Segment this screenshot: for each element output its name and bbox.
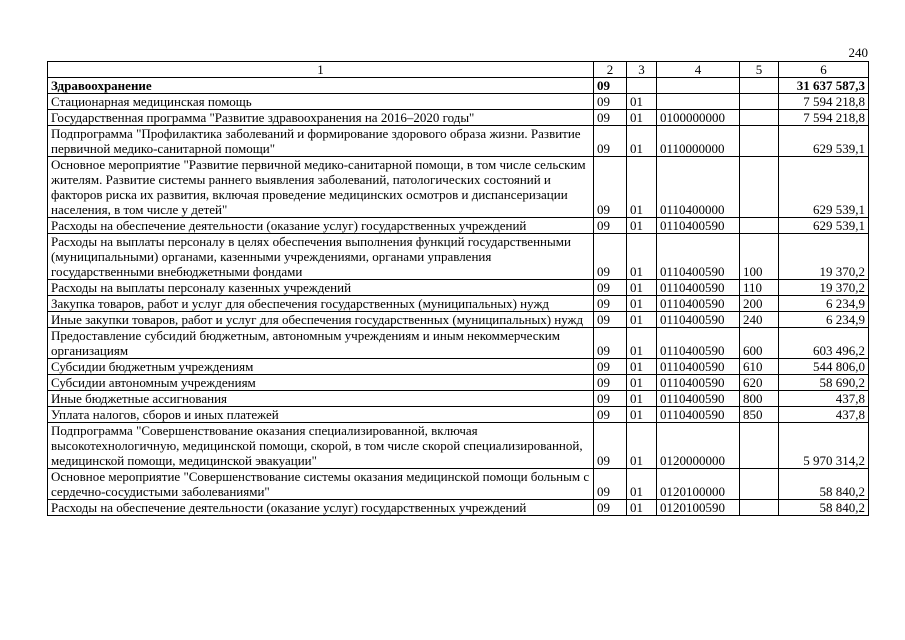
target-article-cell: 0110400590 (657, 312, 740, 328)
target-article-cell (657, 94, 740, 110)
subsection-code-cell: 01 (627, 391, 657, 407)
expense-name-cell: Иные закупки товаров, работ и услуг для обеспечения государственных (муниципальных) нужд (48, 312, 594, 328)
expense-name-cell: Предоставление субсидий бюджетным, автономным учреждениям и иным некоммерческим организациям (48, 328, 594, 359)
amount-cell: 603 496,2 (779, 328, 869, 359)
expense-type-cell (740, 78, 779, 94)
section-code-cell: 09 (594, 110, 627, 126)
subsection-code-cell: 01 (627, 328, 657, 359)
target-article-cell: 0110400590 (657, 280, 740, 296)
section-code-cell: 09 (594, 359, 627, 375)
expense-type-cell (740, 94, 779, 110)
table-row (48, 500, 869, 516)
table-row (48, 359, 869, 375)
expense-type-cell (740, 157, 779, 218)
amount-cell: 7 594 218,8 (779, 94, 869, 110)
column-header-1: 1 (48, 62, 594, 78)
table-row (48, 375, 869, 391)
amount-cell: 6 234,9 (779, 296, 869, 312)
table-row (48, 126, 869, 157)
expense-name-cell: Расходы на выплаты персоналу казенных учреждений (48, 280, 594, 296)
table-row (48, 391, 869, 407)
expense-type-cell: 610 (740, 359, 779, 375)
section-code-cell: 09 (594, 500, 627, 516)
subsection-code-cell: 01 (627, 407, 657, 423)
target-article-cell: 0110400590 (657, 328, 740, 359)
section-code-cell: 09 (594, 391, 627, 407)
target-article-cell: 0100000000 (657, 110, 740, 126)
target-article-cell: 0110400590 (657, 359, 740, 375)
subsection-code-cell: 01 (627, 312, 657, 328)
subsection-code-cell: 01 (627, 94, 657, 110)
subsection-code-cell: 01 (627, 296, 657, 312)
expense-name-cell: Государственная программа "Развитие здравоохранения на 2016–2020 годы" (48, 110, 594, 126)
expense-name-cell: Уплата налогов, сборов и иных платежей (48, 407, 594, 423)
amount-cell: 629 539,1 (779, 157, 869, 218)
section-code-cell: 09 (594, 94, 627, 110)
expense-type-cell: 200 (740, 296, 779, 312)
section-code-cell: 09 (594, 375, 627, 391)
subsection-code-cell: 01 (627, 359, 657, 375)
expense-type-cell (740, 500, 779, 516)
target-article-cell: 0110400590 (657, 375, 740, 391)
table-row (48, 312, 869, 328)
expense-type-cell (740, 218, 779, 234)
target-article-cell: 0110400590 (657, 296, 740, 312)
table-row (48, 157, 869, 218)
amount-cell: 58 840,2 (779, 469, 869, 500)
subsection-code-cell: 01 (627, 126, 657, 157)
subsection-code-cell (627, 78, 657, 94)
section-code-cell: 09 (594, 234, 627, 280)
table-row (48, 280, 869, 296)
subsection-code-cell: 01 (627, 469, 657, 500)
amount-cell: 544 806,0 (779, 359, 869, 375)
expense-name-cell: Расходы на обеспечение деятельности (оказание услуг) государственных учреждений (48, 218, 594, 234)
table-row (48, 78, 869, 94)
amount-cell: 629 539,1 (779, 126, 869, 157)
subsection-code-cell: 01 (627, 423, 657, 469)
table-row (48, 296, 869, 312)
target-article-cell (657, 78, 740, 94)
subsection-code-cell: 01 (627, 280, 657, 296)
target-article-cell: 0110400590 (657, 407, 740, 423)
table-row (48, 423, 869, 469)
table-row (48, 234, 869, 280)
expense-name-cell: Закупка товаров, работ и услуг для обеспечения государственных (муниципальных) нужд (48, 296, 594, 312)
amount-cell: 58 690,2 (779, 375, 869, 391)
table-row (48, 328, 869, 359)
expense-type-cell (740, 469, 779, 500)
expense-type-cell (740, 110, 779, 126)
amount-cell: 437,8 (779, 391, 869, 407)
expense-name-cell: Подпрограмма "Совершенствование оказания специализированной, включая высокотехнологичную, медицинской помощи, скорой, в том числе скорой специализированной, медицинской помощи, медицинской эвакуации" (48, 423, 594, 469)
table-row (48, 469, 869, 500)
expense-name-cell: Субсидии автономным учреждениям (48, 375, 594, 391)
amount-cell: 19 370,2 (779, 234, 869, 280)
table-header-row (48, 62, 869, 78)
amount-cell: 629 539,1 (779, 218, 869, 234)
section-code-cell: 09 (594, 296, 627, 312)
subsection-code-cell: 01 (627, 110, 657, 126)
table-row (48, 407, 869, 423)
expense-name-cell: Субсидии бюджетным учреждениям (48, 359, 594, 375)
target-article-cell: 0120100590 (657, 500, 740, 516)
expense-type-cell: 110 (740, 280, 779, 296)
column-header-3: 3 (627, 62, 657, 78)
section-code-cell: 09 (594, 218, 627, 234)
expense-name-cell: Иные бюджетные ассигнования (48, 391, 594, 407)
target-article-cell: 0120100000 (657, 469, 740, 500)
amount-cell: 7 594 218,8 (779, 110, 869, 126)
section-code-cell: 09 (594, 126, 627, 157)
subsection-code-cell: 01 (627, 157, 657, 218)
expense-name-cell: Здравоохранение (48, 78, 594, 94)
target-article-cell: 0110400590 (657, 218, 740, 234)
section-code-cell: 09 (594, 312, 627, 328)
expense-type-cell (740, 126, 779, 157)
expense-type-cell (740, 423, 779, 469)
subsection-code-cell: 01 (627, 500, 657, 516)
amount-cell: 31 637 587,3 (779, 78, 869, 94)
expense-name-cell: Расходы на выплаты персоналу в целях обеспечения выполнения функций государственными (муниципальными) органами, казенными учреждениями, органами управления государственными внебюджетными фондами (48, 234, 594, 280)
target-article-cell: 0110000000 (657, 126, 740, 157)
expense-name-cell: Стационарная медицинская помощь (48, 94, 594, 110)
table-row (48, 94, 869, 110)
expense-name-cell: Подпрограмма "Профилактика заболеваний и формирование здорового образа жизни. Развитие первичной медико-санитарной помощи" (48, 126, 594, 157)
expense-name-cell: Основное мероприятие "Совершенствование системы оказания медицинской помощи больным с сердечно-сосудистыми заболеваниями" (48, 469, 594, 500)
section-code-cell: 09 (594, 280, 627, 296)
amount-cell: 5 970 314,2 (779, 423, 869, 469)
subsection-code-cell: 01 (627, 234, 657, 280)
column-header-5: 5 (740, 62, 779, 78)
column-header-6: 6 (779, 62, 869, 78)
section-code-cell: 09 (594, 328, 627, 359)
page-number: 240 (848, 45, 868, 60)
budget-table (47, 61, 869, 516)
subsection-code-cell: 01 (627, 218, 657, 234)
target-article-cell: 0120000000 (657, 423, 740, 469)
section-code-cell: 09 (594, 469, 627, 500)
subsection-code-cell: 01 (627, 375, 657, 391)
column-header-4: 4 (657, 62, 740, 78)
target-article-cell: 0110400590 (657, 234, 740, 280)
target-article-cell: 0110400590 (657, 391, 740, 407)
section-code-cell: 09 (594, 78, 627, 94)
expense-type-cell: 620 (740, 375, 779, 391)
amount-cell: 437,8 (779, 407, 869, 423)
section-code-cell: 09 (594, 407, 627, 423)
table-row (48, 218, 869, 234)
expense-name-cell: Основное мероприятие "Развитие первичной медико-санитарной помощи, в том числе сельским жителям. Развитие системы раннего выявления заболеваний, патологических состояний и факторов риска их развития, включая проведение медицинских осмотров и диспансеризации населения, в том числе у детей" (48, 157, 594, 218)
table-row (48, 110, 869, 126)
expense-type-cell: 100 (740, 234, 779, 280)
amount-cell: 19 370,2 (779, 280, 869, 296)
expense-type-cell: 800 (740, 391, 779, 407)
expense-type-cell: 600 (740, 328, 779, 359)
target-article-cell: 0110400000 (657, 157, 740, 218)
column-header-2: 2 (594, 62, 627, 78)
section-code-cell: 09 (594, 423, 627, 469)
expense-type-cell: 240 (740, 312, 779, 328)
amount-cell: 58 840,2 (779, 500, 869, 516)
expense-type-cell: 850 (740, 407, 779, 423)
amount-cell: 6 234,9 (779, 312, 869, 328)
section-code-cell: 09 (594, 157, 627, 218)
expense-name-cell: Расходы на обеспечение деятельности (оказание услуг) государственных учреждений (48, 500, 594, 516)
